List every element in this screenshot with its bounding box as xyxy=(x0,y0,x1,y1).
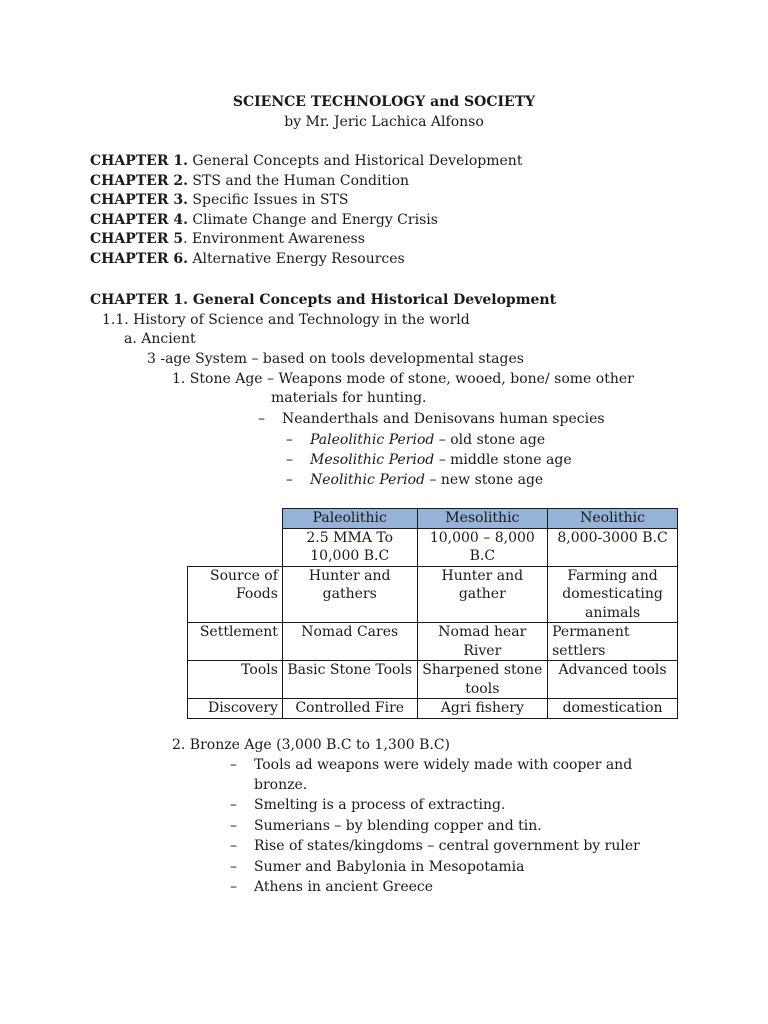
dash-bullet: – xyxy=(230,879,237,895)
period-name: Paleolithic Period xyxy=(310,432,435,448)
table-cell: Hunter and gathers xyxy=(282,566,417,623)
dash-bullet: – xyxy=(230,818,237,834)
table-corner-cell xyxy=(188,528,283,566)
table-cell: 8,000-3000 B.C xyxy=(548,528,678,566)
table-cell: Controlled Fire xyxy=(282,699,417,719)
stone-age-line-continued: materials for hunting. xyxy=(271,390,427,406)
period-desc: – middle stone age xyxy=(434,452,572,468)
species-text: Neanderthals and Denisovans human species xyxy=(282,411,605,427)
dash-bullet: – xyxy=(286,472,293,488)
toc-chapter-label: CHAPTER 6. xyxy=(90,250,188,267)
table-cell: 2.5 MMA To 10,000 B.C xyxy=(282,528,417,566)
bronze-bullet-text: Rise of states/kingdoms – central government by ruler xyxy=(254,838,640,854)
toc-item xyxy=(90,152,522,172)
table-row xyxy=(188,623,678,661)
toc-chapter-label: CHAPTER 4. xyxy=(90,211,188,228)
table-cell: Nomad Cares xyxy=(282,623,417,661)
toc-chapter-title: STS and the Human Condition xyxy=(187,172,410,189)
table-cell: Farming and domesticating animals xyxy=(548,566,678,623)
toc-chapter-label: CHAPTER 3. xyxy=(90,192,188,209)
toc-chapter-title: Climate Change and Energy Crisis xyxy=(187,211,438,228)
toc-item xyxy=(90,191,522,211)
period-bullet xyxy=(286,471,543,491)
bronze-bullet-text: Athens in ancient Greece xyxy=(254,879,434,895)
dash-bullet: – xyxy=(230,757,237,773)
toc-chapter-label: CHAPTER 5 xyxy=(90,231,184,248)
toc-chapter-title: . Environment Awareness xyxy=(183,231,365,248)
toc-item xyxy=(90,230,522,250)
bronze-bullet-text: Sumerians – by blending copper and tin. xyxy=(254,818,542,834)
period-desc: – new stone age xyxy=(424,472,544,488)
table-cell: Basic Stone Tools xyxy=(282,661,417,699)
dash-bullet: – xyxy=(230,838,237,854)
period-name: Mesolithic Period xyxy=(310,452,435,468)
table-cell: domestication xyxy=(548,699,678,719)
bronze-bullet-continued: bronze. xyxy=(254,777,308,793)
table-corner-cell xyxy=(188,509,283,529)
toc-chapter-label: CHAPTER 1. xyxy=(90,153,188,169)
bronze-age-heading: 2. Bronze Age (3,000 B.C to 1,300 B.C) xyxy=(172,737,450,753)
stone-age-table xyxy=(187,508,678,719)
bronze-bullet xyxy=(230,796,505,816)
toc-chapter-title: Alternative Energy Resources xyxy=(187,250,405,267)
table-row-label: Tools xyxy=(188,661,283,699)
stone-age-line: 1. Stone Age – Weapons mode of stone, wooed, bone/ some other xyxy=(172,371,634,387)
period-bullet xyxy=(286,451,572,471)
dash-bullet: – xyxy=(286,452,293,468)
table-cell: Sharpened stone tools xyxy=(417,661,548,699)
table-cell: Permanent settlers xyxy=(548,623,678,661)
species-bullet xyxy=(258,410,605,430)
bronze-bullet xyxy=(230,878,433,898)
toc-chapter-title: General Concepts and Historical Development xyxy=(187,153,523,169)
dash-bullet: – xyxy=(258,411,265,427)
bronze-bullet xyxy=(230,817,542,837)
table-row-label: Settlement xyxy=(188,623,283,661)
toc-item xyxy=(90,172,522,192)
bronze-bullet-text: Smelting is a process of extracting. xyxy=(254,797,506,813)
table-row xyxy=(188,566,678,623)
toc-item xyxy=(90,250,522,270)
dash-bullet: – xyxy=(230,859,237,875)
table-header-cell: Mesolithic xyxy=(417,509,548,529)
table-row-label: Discovery xyxy=(188,699,283,719)
bronze-bullet-text: Sumer and Babylonia in Mesopotamia xyxy=(254,859,525,875)
document-title: SCIENCE TECHNOLOGY and SOCIETY xyxy=(232,94,536,110)
table-cell: Advanced tools xyxy=(548,661,678,699)
table-cell: 10,000 – 8,000 B.C xyxy=(417,528,548,566)
table-header-cell: Neolithic xyxy=(548,509,678,529)
bronze-bullet-text: Tools ad weapons were widely made with cooper and xyxy=(254,757,633,773)
bronze-bullet xyxy=(230,756,632,776)
table-header-cell: Paleolithic xyxy=(282,509,417,529)
chapter-heading: CHAPTER 1. General Concepts and Historical Development xyxy=(90,292,557,308)
bronze-bullet xyxy=(230,837,640,857)
table-of-contents xyxy=(90,152,522,270)
toc-item xyxy=(90,211,522,231)
table-row xyxy=(188,699,678,719)
table-header-row xyxy=(188,509,678,529)
table-cell: Agri fishery xyxy=(417,699,548,719)
table-row xyxy=(188,661,678,699)
period-name: Neolithic Period xyxy=(310,472,425,488)
table-row-label: Source of Foods xyxy=(188,566,283,623)
period-desc: – old stone age xyxy=(434,432,546,448)
dash-bullet: – xyxy=(230,797,237,813)
subsection-heading: a. Ancient xyxy=(124,331,196,347)
toc-chapter-label: CHAPTER 2. xyxy=(90,172,188,189)
table-dates-row xyxy=(188,528,678,566)
table-cell: Hunter and gather xyxy=(417,566,548,623)
table-cell: Nomad hear River xyxy=(417,623,548,661)
age-system-line: 3 -age System – based on tools developmental stages xyxy=(147,351,524,367)
dash-bullet: – xyxy=(286,432,293,448)
section-heading: 1.1. History of Science and Technology in the world xyxy=(102,312,470,328)
period-bullet xyxy=(286,431,545,451)
toc-chapter-title: Specific Issues in STS xyxy=(187,192,349,209)
bronze-bullet xyxy=(230,858,524,878)
document-author: by Mr. Jeric Lachica Alfonso xyxy=(284,114,484,130)
